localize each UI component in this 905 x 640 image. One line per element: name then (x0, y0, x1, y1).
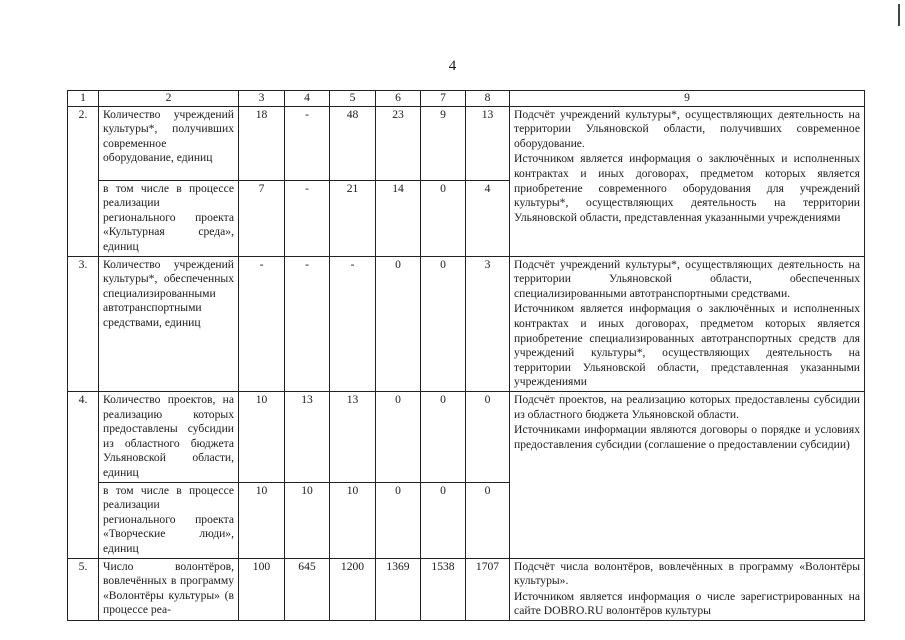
value-cell: 21 (330, 180, 376, 256)
value-cell: 1369 (376, 558, 421, 620)
value-cell: 10 (239, 391, 285, 482)
indicator-name: в том числе в процессе реализации регионального проекта «Творческие люди», единиц (99, 482, 239, 558)
method-note (510, 106, 865, 256)
value-cell: 0 (421, 391, 466, 482)
table-header-row (68, 91, 865, 107)
row-index: 4. (68, 391, 99, 558)
value-cell: 0 (376, 391, 421, 482)
value-cell: 0 (466, 391, 510, 482)
value-cell: 18 (239, 106, 285, 180)
value-cell: 100 (239, 558, 285, 620)
value-cell: 0 (421, 482, 466, 558)
header-cell: 2 (99, 91, 239, 107)
value-cell: - (239, 256, 285, 391)
method-note (510, 256, 865, 391)
indicator-name: в том числе в процессе реализации регионального проекта «Культурная среда», единиц (99, 180, 239, 256)
method-note (510, 391, 865, 558)
header-cell: 3 (239, 91, 285, 107)
value-cell: - (285, 180, 330, 256)
value-cell: 9 (421, 106, 466, 180)
header-cell: 7 (421, 91, 466, 107)
scan-margin-mark (898, 4, 900, 26)
note-paragraph: Подсчёт учреждений культуры*, осуществляющих деятельность на территории Ульяновской области, получивших современное оборудование. (514, 107, 860, 150)
value-cell: 7 (239, 180, 285, 256)
header-cell: 9 (510, 91, 865, 107)
table-row (68, 256, 865, 391)
note-paragraph: Источниками информации являются договоры о порядке и условиях предоставления субсидии (соглашение о предоставлении субсидии) (514, 423, 860, 451)
value-cell: 13 (466, 106, 510, 180)
note-paragraph: Подсчёт проектов, на реализацию которых предоставлены субсидии из областного бюджета Ульяновской области. (514, 392, 860, 421)
value-cell: - (330, 256, 376, 391)
value-cell: 10 (239, 482, 285, 558)
row-index: 3. (68, 256, 99, 391)
value-cell: 0 (421, 180, 466, 256)
header-cell: 5 (330, 91, 376, 107)
page-number: 4 (448, 58, 457, 74)
value-cell: 0 (376, 256, 421, 391)
note-paragraph: Источником является информация о заключённых и исполненных контрактах и иных договорах, предметом которых является приобретение современного оборудования для учреждений культуры*, осуществляющих деятельность на территории Ульяновской области, представленная указанными учреждениями (514, 152, 860, 224)
value-cell: 14 (376, 180, 421, 256)
note-paragraph: Подсчёт учреждений культуры*, осуществляющих деятельность на территории Ульяновской области, обеспеченных специализированными автотранспортными средствами. (514, 257, 860, 300)
table-row (68, 106, 865, 180)
value-cell: 0 (421, 256, 466, 391)
value-cell: 1707 (466, 558, 510, 620)
table-row (68, 558, 865, 620)
header-cell: 8 (466, 91, 510, 107)
row-index: 2. (68, 106, 99, 256)
indicators-table (67, 90, 865, 621)
header-cell: 1 (68, 91, 99, 107)
method-note (510, 558, 865, 620)
value-cell: 4 (466, 180, 510, 256)
value-cell: 1538 (421, 558, 466, 620)
value-cell: 48 (330, 106, 376, 180)
value-cell: 10 (285, 482, 330, 558)
table-row (68, 391, 865, 482)
value-cell: 3 (466, 256, 510, 391)
note-paragraph: Источником является информация о заключённых и исполненных контрактах и иных договорах, предметом которых является приобретение специализированных автотранспортных средств для учреждений культуры*, осуществляющих деятельность на территории Ульяновской области, представленная указанными учреждениями (514, 302, 860, 389)
value-cell: - (285, 256, 330, 391)
value-cell: 13 (330, 391, 376, 482)
row-index: 5. (68, 558, 99, 620)
value-cell: 0 (376, 482, 421, 558)
value-cell: 645 (285, 558, 330, 620)
value-cell: - (285, 106, 330, 180)
indicator-name: Число волонтёров, вовлечённых в программу «Волонтёры культуры» (в процессе реа- (99, 558, 239, 620)
note-paragraph: Подсчёт числа волонтёров, вовлечённых в программу «Волонтёры культуры». (514, 559, 860, 588)
value-cell: 0 (466, 482, 510, 558)
header-cell: 6 (376, 91, 421, 107)
value-cell: 13 (285, 391, 330, 482)
header-cell: 4 (285, 91, 330, 107)
indicator-name: Количество проектов, на реализацию которых предоставлены субсидии из областного бюджета Ульяновской области, единиц (99, 391, 239, 482)
indicator-name: Количество учреждений культуры*, получивших современное оборудование, единиц (99, 106, 239, 180)
indicator-name: Количество учреждений культуры*, обеспеченных специализированными автотранспортными средствами, единиц (99, 256, 239, 391)
value-cell: 23 (376, 106, 421, 180)
value-cell: 1200 (330, 558, 376, 620)
note-paragraph: Источником является информация о числе зарегистрированных на сайте DOBRO.RU волонтёров культуры (514, 589, 860, 618)
value-cell: 10 (330, 482, 376, 558)
